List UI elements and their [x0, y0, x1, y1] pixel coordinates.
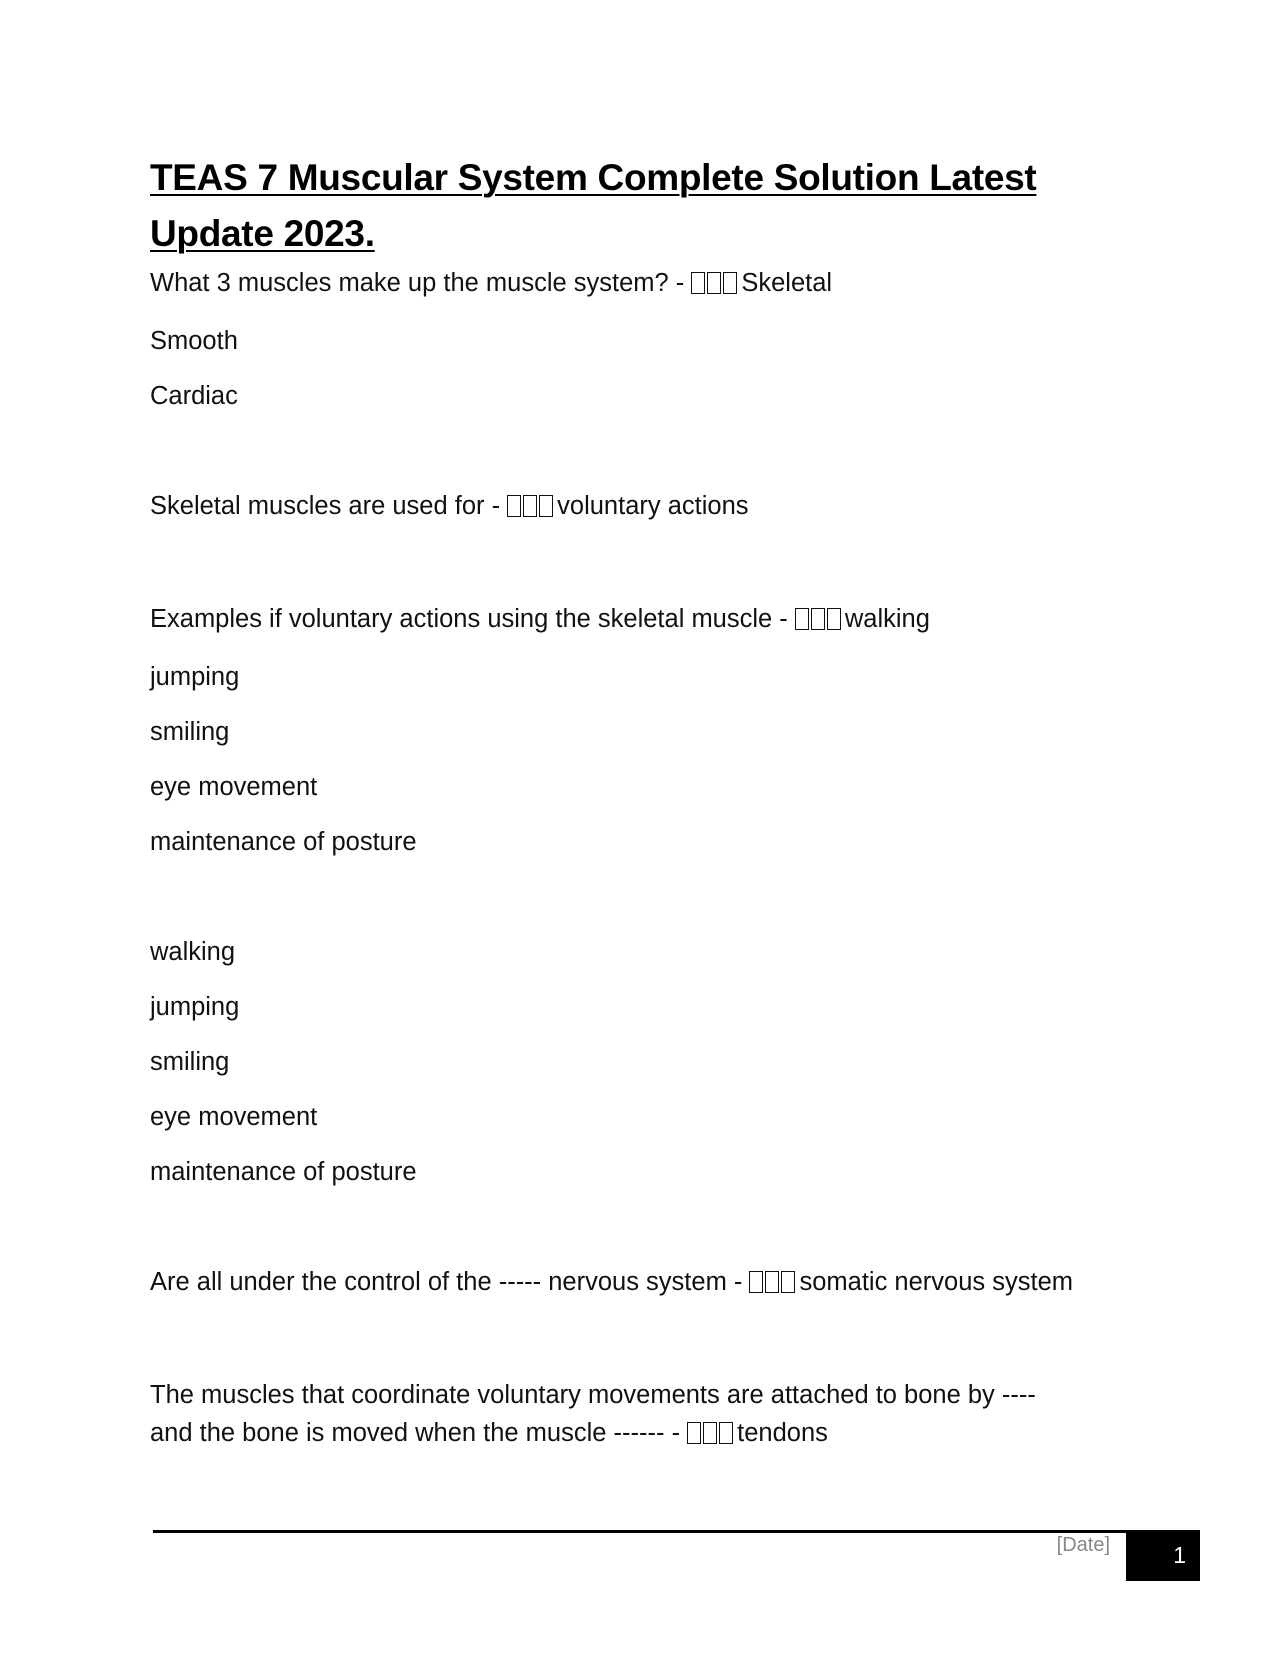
list-item: smiling: [150, 1048, 230, 1076]
answer-line: Cardiac: [150, 382, 238, 410]
answer-line: maintenance of posture: [150, 828, 417, 856]
blank-line: [150, 1208, 1140, 1246]
answer-line: jumping: [150, 663, 240, 691]
blank-line: [150, 1321, 1140, 1359]
question-text: What 3 muscles make up the muscle system? -: [150, 269, 692, 297]
answer-text: somatic nervous system: [799, 1268, 1073, 1296]
footer-divider: [153, 1530, 1130, 1533]
list-item: maintenance of posture: [150, 1158, 417, 1186]
question-text: The muscles that coordinate voluntary movements are attached to bone by ---- and the bone is moved when the muscle ------ -: [150, 1381, 1036, 1447]
list-item: eye movement: [150, 1103, 318, 1131]
question-6: [150, 1376, 1080, 1455]
missing-glyph-icon: [687, 1417, 735, 1455]
answer-text: Skeletal: [741, 269, 833, 297]
document-title: [150, 150, 1140, 262]
footer-date: [Date]: [1056, 1534, 1110, 1556]
title-line-2: Update 2023.: [150, 213, 375, 254]
missing-glyph-icon: [749, 1266, 797, 1304]
question-text: Examples if voluntary actions using the skeletal muscle -: [150, 605, 795, 633]
page-number: 1: [1126, 1530, 1200, 1581]
document-body: [150, 150, 1140, 1472]
question-text: Are all under the control of the ----- nervous system -: [150, 1268, 750, 1296]
title-line-1: TEAS 7 Muscular System Complete Solution Latest: [150, 157, 1037, 198]
list-item: walking: [150, 938, 236, 966]
answer-line: smiling: [150, 718, 230, 746]
answer-line: Smooth: [150, 327, 238, 355]
missing-glyph-icon: [795, 603, 843, 641]
question-2: [150, 487, 1140, 528]
missing-glyph-icon: [507, 490, 555, 528]
answer-text: walking: [844, 605, 930, 633]
question-5: [150, 1263, 1140, 1304]
answer-text: voluntary actions: [557, 492, 749, 520]
blank-line: [150, 878, 1140, 916]
blank-line: [150, 432, 1140, 470]
question-1: [150, 264, 1140, 305]
answer-line: eye movement: [150, 773, 318, 801]
list-item: jumping: [150, 993, 240, 1021]
answer-text: tendons: [737, 1419, 828, 1447]
missing-glyph-icon: [691, 267, 739, 305]
blank-line: [150, 545, 1140, 583]
question-text: Skeletal muscles are used for -: [150, 492, 508, 520]
question-3: [150, 600, 1140, 641]
